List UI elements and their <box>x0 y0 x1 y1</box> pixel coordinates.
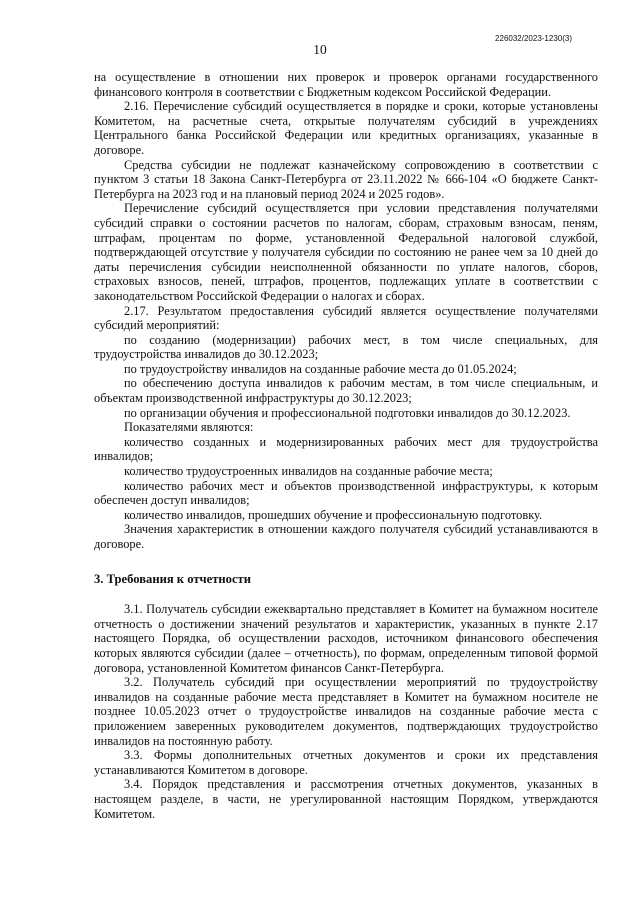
paragraph: Перечисление субсидий осуществляется при условии представления получателями субсидий справки о состоянии расчетов по налогам, сборам, страховым взносам, пеням, штрафам, процентам по форме, установленной Федеральной налоговой службой, подтверждающей отсутствие у получателя субсидии по состоянию не ранее чем за 10 дней до даты перечисления субсидии неисполненной обязанности по уплате налогов, сборов, страховых взносов, пеней, штрафов, процентов, подлежащих уплате в соответствии с законодательством Российской Федерации о налогах и сборах. <box>94 201 598 303</box>
paragraph: Показателями являются: <box>124 420 254 435</box>
paragraph-3-4: 3.4. Порядок представления и рассмотрения отчетных документов, указанных в настоящем разделе, в части, не урегулированной настоящим Порядком, утверждаются Комитетом. <box>94 777 598 821</box>
page-number: 10 <box>313 42 327 57</box>
list-item: количество созданных и модернизированных рабочих мест для трудоустройства инвалидов; <box>94 434 598 464</box>
document-number: 226032/2023-1230(3) <box>495 34 572 43</box>
paragraph: Средства субсидии не подлежат казначейскому сопровождению в соответствии с пунктом 3 статьи 18 Закона Санкт-Петербурга от 23.11.2022 № 666-104 «О бюджете Санкт-Петербурга на 2023 год и на плановый период 2024 и 2025 годов». <box>94 157 598 201</box>
list-item: по обеспечению доступа инвалидов к рабочим местам, в том числе специальным, и объектам производственной инфраструктуры до 30.12.2023; <box>94 376 598 406</box>
list-item: по организации обучения и профессиональной подготовки инвалидов до 30.12.2023. <box>124 405 571 420</box>
paragraph-2-16: 2.16. Перечисление субсидий осуществляется в порядке и сроки, которые установлены Комитетом, на расчетные счета, открытые получателям субсидий в учреждениях Центрального банка Российской Федерации или кредитных организациях, указанные в договоре. <box>94 99 598 157</box>
paragraph: Значения характеристик в отношении каждого получателя субсидий устанавливаются в договоре. <box>94 522 598 551</box>
list-item: количество инвалидов, прошедших обучение и профессиональную подготовку. <box>124 507 543 522</box>
paragraph: на осуществление в отношении них проверок и проверок органами государственного финансового контроля в соответствии с Бюджетным кодексом Российской Федерации. <box>94 70 598 99</box>
list-item: количество рабочих мест и объектов производственной инфраструктуры, к которым обеспечен доступ инвалидов; <box>94 478 598 508</box>
list-item: по трудоустройству инвалидов на созданные рабочие места до 01.05.2024; <box>124 361 517 376</box>
paragraph-3-3: 3.3. Формы дополнительных отчетных документов и сроки их представления устанавливаются Комитетом в договоре. <box>94 748 598 777</box>
paragraph-3-1: 3.1. Получатель субсидии ежеквартально представляет в Комитет на бумажном носителе отчетность о достижении значений результатов и характеристик, указанных в пункте 2.17 настоящего Порядка, об осуществлении расходов, источником финансового обеспечения которых являются субсидии (далее – отчетность), по формам, определенным типовой формой договора, установленной Комитетом финансов Санкт-Петербурга. <box>94 602 598 675</box>
document-body <box>94 70 598 821</box>
paragraph-2-17: 2.17. Результатом предоставления субсидий является осуществление получателями субсидий мероприятий: <box>94 303 598 333</box>
paragraph-3-2: 3.2. Получатель субсидий при осуществлении мероприятий по трудоустройству инвалидов на созданные рабочие места представляет в Комитет на бумажном носителе не позднее 10.05.2023 отчет о трудоустройстве инвалидов на созданные рабочие места с приложением заверенных руководителем документов, подтверждающих трудоустройство инвалидов на постоянную работу. <box>94 675 598 748</box>
list-item: количество трудоустроенных инвалидов на созданные рабочие места; <box>124 464 493 479</box>
section-heading: 3. Требования к отчетности <box>94 571 251 586</box>
list-item: по созданию (модернизации) рабочих мест, в том числе специальных, для трудоустройства инвалидов до 30.12.2023; <box>94 332 598 362</box>
